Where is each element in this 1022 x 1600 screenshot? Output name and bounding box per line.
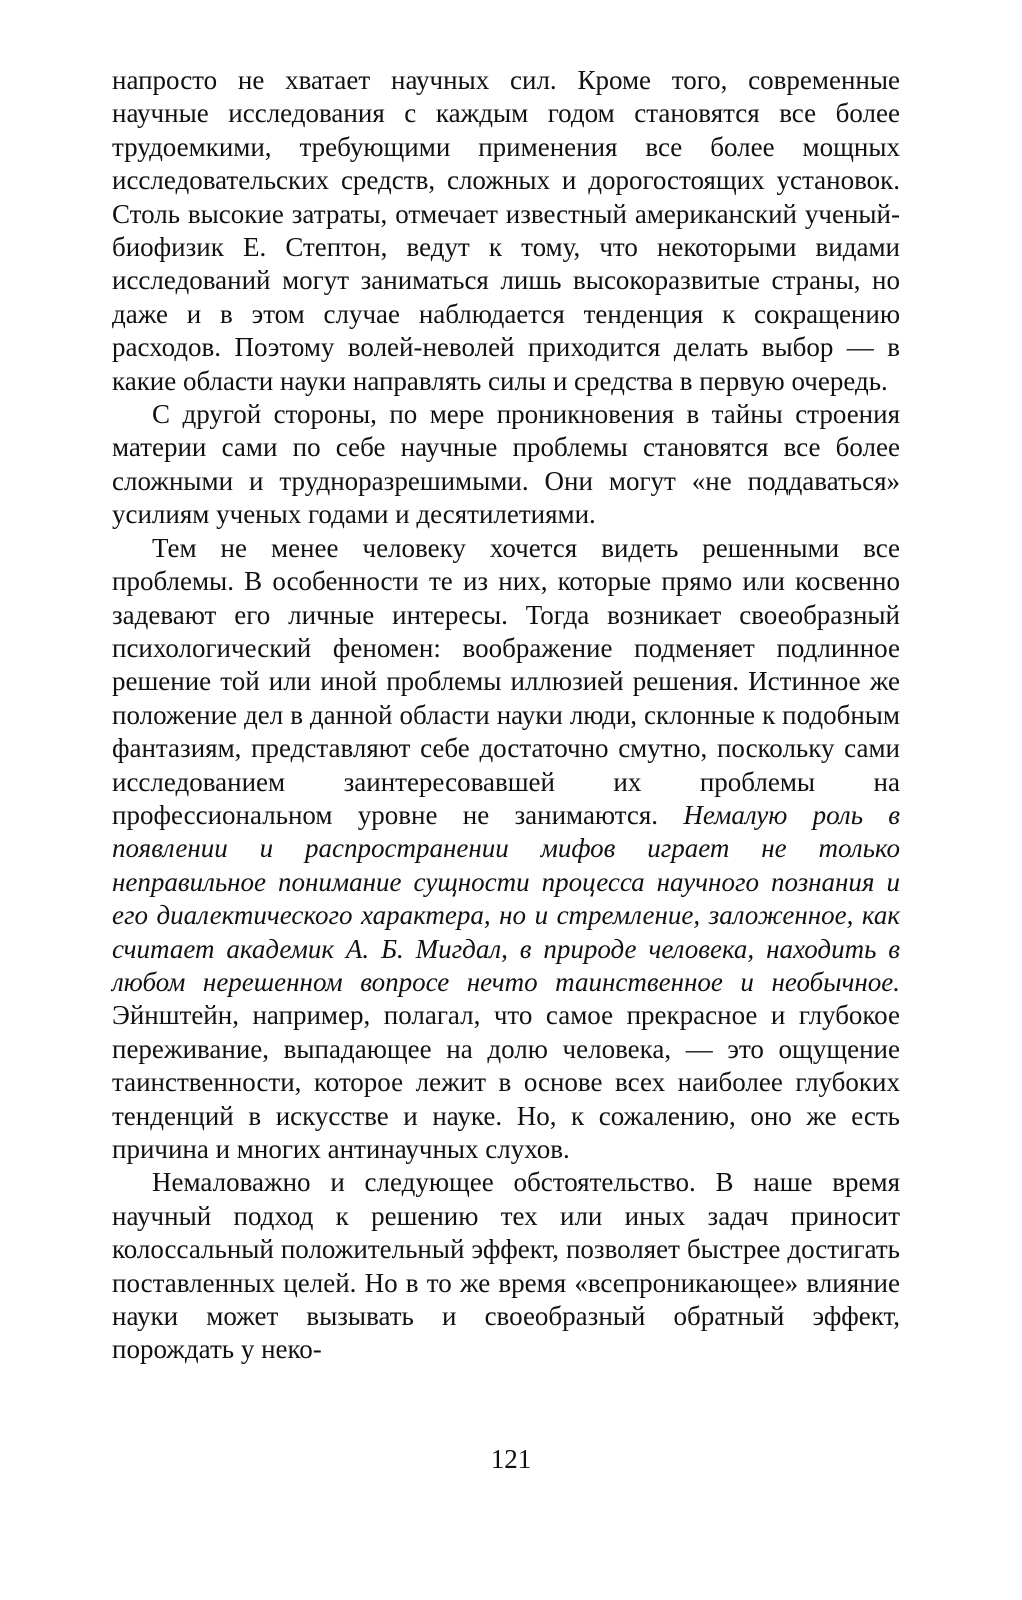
paragraph-3-text-end: Эйнштейн, например, полагал, что самое прекрасное и глубокое переживание, выпадающее на долю человека, — это ощущение таинственности, которое лежит в основе всех наиболее глубоких тенденций в искусстве и науке. Но, к сожалению, оно же есть причина и многих антинаучных слухов. bbox=[112, 1000, 900, 1164]
page-body bbox=[112, 64, 900, 1367]
paragraph-2 bbox=[112, 398, 900, 532]
paragraph-1 bbox=[112, 64, 900, 398]
page-number: 121 bbox=[490, 1444, 532, 1474]
paragraph-3-italic-quote: Немалую роль в появлении и распространении мифов играет не только неправильное понимание сущности процесса научного познания и его диалектического характера, но и стремление, заложенное, как считает академик А. Б. Мигдал, в природе человека, находить в любом нерешенном вопросе нечто таинственное и необычное. bbox=[112, 799, 901, 997]
paragraph-3-text-start: Тем не менее человеку хочется видеть решенными все проблемы. В особенности те из них, которые прямо или косвенно задевают его личные интересы. Тогда возникает своеобразный психологический феномен: воображение подменяет подлинное решение той или иной проблемы иллюзией решения. Истинное же положение дел в данной области науки люди, склонные к подобным фантазиям, представляют себе достаточно смутно, поскольку сами исследованием заинтересовавшей их проблемы на профессиональном уровне не занимаются. bbox=[112, 532, 900, 830]
paragraph-3 bbox=[112, 532, 900, 1167]
paragraph-1-text: напросто не хватает научных сил. Кроме того, современные научные исследования с каждым годом становятся все более трудоемкими, требующими применения все более мощных исследовательских средств, сложных и дорогостоящих установок. Столь высокие затраты, отмечает известный американский ученый-биофизик Е. Стептон, ведут к тому, что некоторыми видами исследований могут заниматься лишь высокоразвитые страны, но даже и в этом случае наблюдается тенденция к сокращению расходов. Поэтому волей-неволей приходится делать выбор — в какие области науки направлять силы и средства в первую очередь. bbox=[112, 65, 900, 396]
paragraph-2-text: С другой стороны, по мере проникновения в тайны строения материи сами по себе научные проблемы становятся все более сложными и трудноразрешимыми. Они могут «не поддаваться» усилиям ученых годами и десятилетиями. bbox=[112, 399, 900, 530]
paragraph-4 bbox=[112, 1166, 900, 1366]
paragraph-4-text: Немаловажно и следующее обстоятельство. В наше время научный подход к решению тех или иных задач приносит колоссальный положительный эффект, позволяет быстрее достигать поставленных целей. Но в то же время «всепроникающее» влияние науки может вызывать и своеобразный обратный эффект, порождать у неко- bbox=[112, 1167, 900, 1365]
